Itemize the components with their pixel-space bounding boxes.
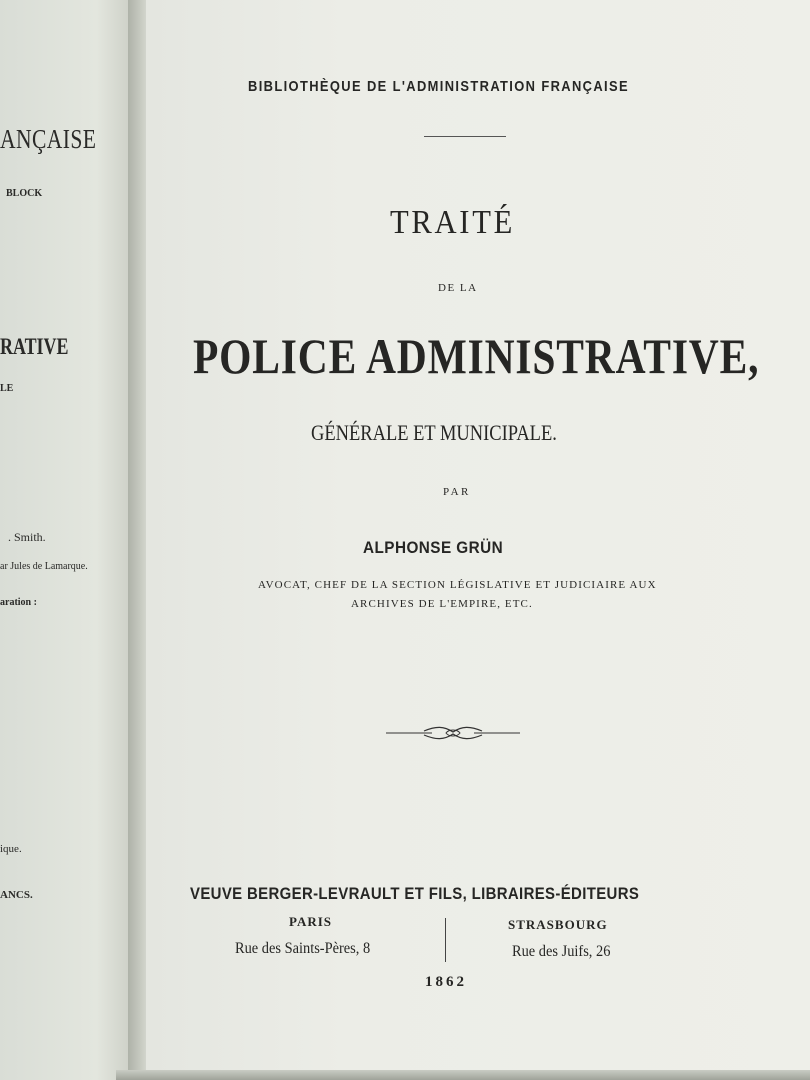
address-left: Rue des Saints-Pères, 8 [235, 940, 371, 957]
by-label: PAR [443, 486, 471, 498]
facing-page-text: LE [0, 383, 14, 394]
ornament-flourish-icon [384, 722, 522, 742]
facing-page-text: . Smith. [8, 530, 46, 544]
author-name: ALPHONSE GRÜN [363, 538, 504, 557]
subtitle: GÉNÉRALE ET MUNICIPALE. [311, 420, 557, 445]
facing-page-text: ique. [0, 843, 22, 855]
address-right: Rue des Juifs, 26 [512, 943, 611, 960]
main-title: POLICE ADMINISTRATIVE, [193, 328, 760, 384]
facing-page [0, 0, 138, 1080]
facing-page-text: BLOCK [6, 188, 43, 199]
facing-page-text: aration : [0, 597, 37, 608]
vertical-divider [445, 918, 446, 962]
facing-page-text: ar Jules de Lamarque. [0, 561, 88, 572]
series-title: BIBLIOTHÈQUE DE L'ADMINISTRATION FRANÇAISE [248, 78, 629, 95]
facing-page-text: ANÇAISE [0, 124, 97, 154]
facing-page-text: ANCS. [0, 889, 33, 901]
city-left: PARIS [289, 914, 333, 929]
book-title: TRAITÉ [390, 204, 515, 241]
publisher-name: VEUVE BERGER-LEVRAULT ET FILS, LIBRAIRES-ÉDITEURS [190, 884, 640, 903]
divider-rule [424, 136, 506, 137]
author-credentials: AVOCAT, CHEF DE LA SECTION LÉGISLATIVE ET JUDICIAIRE AUX [258, 579, 657, 591]
author-credentials: ARCHIVES DE L'EMPIRE, ETC. [351, 598, 533, 610]
publication-year: 1862 [425, 974, 467, 990]
facing-page-text: RATIVE [0, 334, 69, 359]
title-connector: DE LA [438, 282, 478, 294]
city-right: STRASBOURG [508, 917, 608, 932]
page-bottom-edge [116, 1070, 810, 1080]
